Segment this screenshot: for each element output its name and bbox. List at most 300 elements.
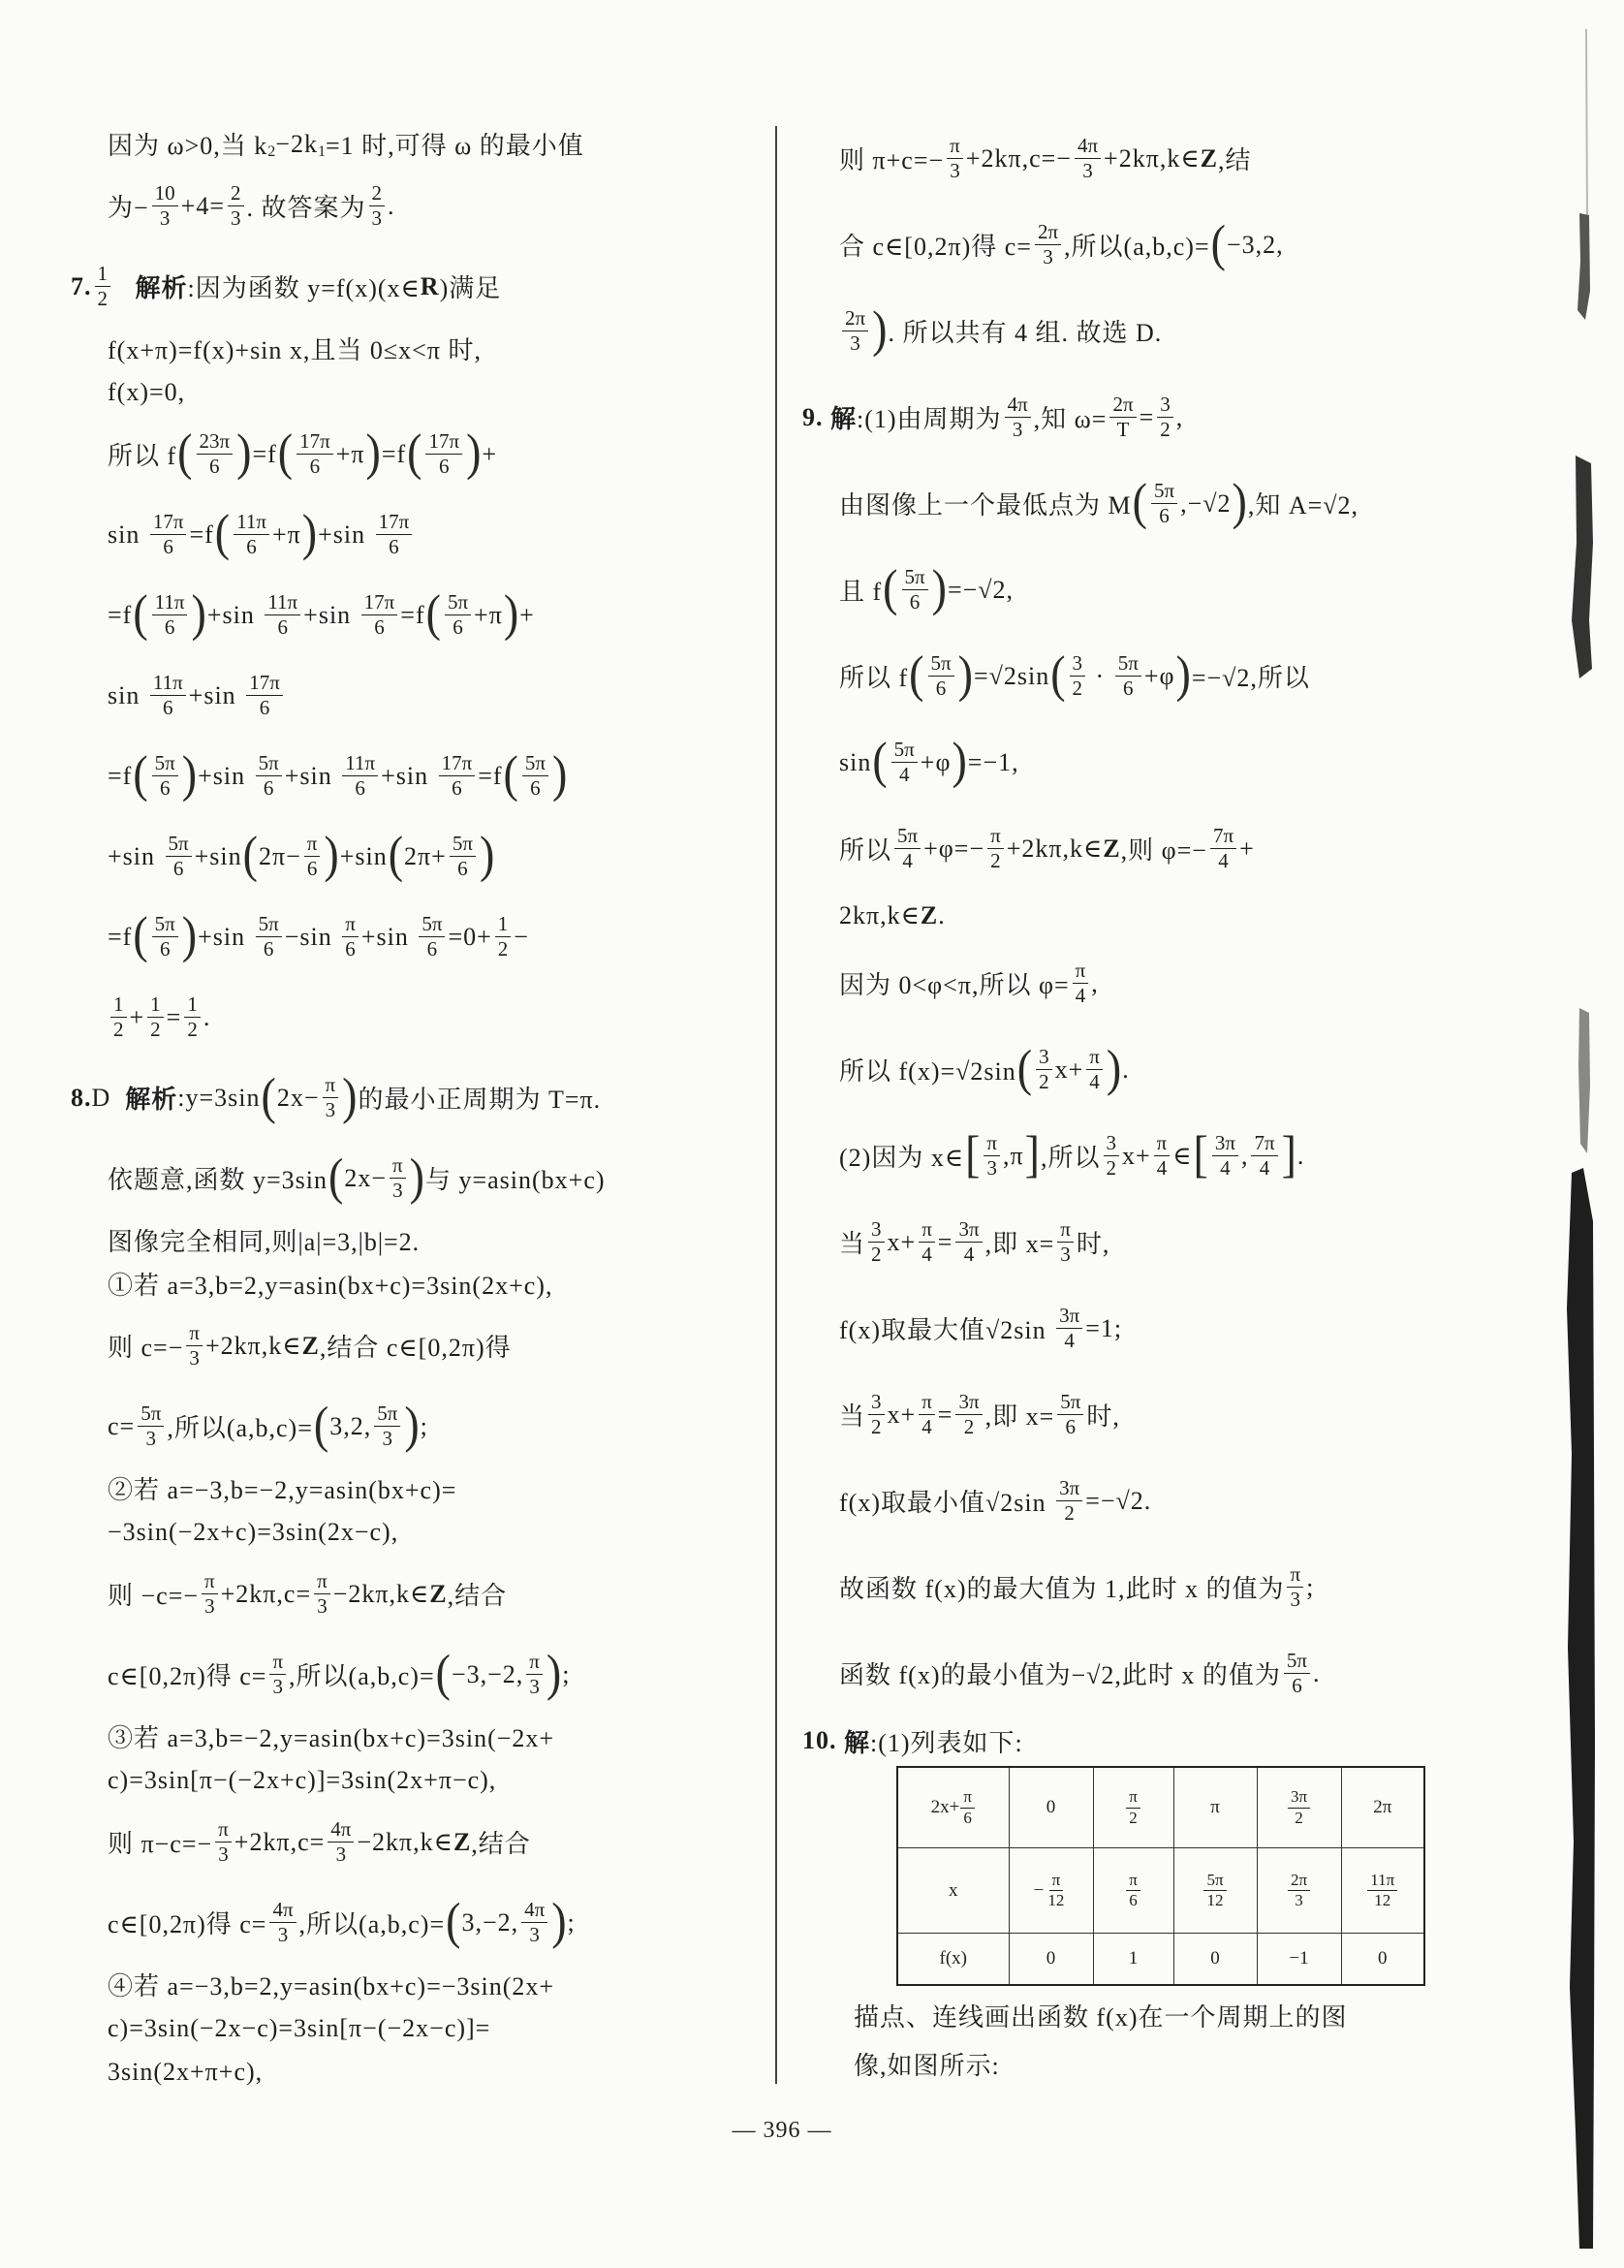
fraction [1288, 1872, 1310, 1910]
right-column-lines [802, 115, 1474, 1765]
text-run: =f [108, 761, 133, 790]
fraction-numerator: 1 [495, 913, 512, 937]
fraction-numerator: 4π [269, 1899, 296, 1923]
text-run: +sin [198, 922, 253, 951]
table-cell [897, 1848, 1009, 1934]
text-run: ①若 a=3,b=2,y=asin(bx+c)=3sin(2x+c), [108, 1272, 553, 1300]
text-run: +φ [1143, 661, 1175, 690]
text-run: 时, [1076, 1230, 1110, 1258]
text-run: ,所以 [1040, 1144, 1101, 1172]
fraction-numerator: 5π [445, 591, 471, 615]
fraction [1073, 960, 1089, 1006]
text-run: +π [474, 600, 503, 629]
fraction [197, 430, 234, 477]
fraction-numerator: 2 [369, 182, 386, 206]
text-line [108, 1963, 752, 2006]
large-bracket: ) [931, 558, 947, 616]
text-run: 所以 f(x)=√2sin [839, 1057, 1016, 1086]
fraction [1045, 1872, 1067, 1910]
fraction [928, 652, 954, 699]
text-run: 当 [839, 1402, 866, 1431]
fraction [202, 1570, 218, 1617]
fraction-denominator: 6 [1123, 677, 1134, 700]
fraction [138, 1402, 164, 1449]
fraction-denominator: 2 [990, 849, 1001, 872]
text-line [839, 115, 1474, 202]
fraction-denominator: 6 [259, 696, 270, 719]
fraction [314, 1570, 330, 1617]
text-line [108, 1554, 752, 1634]
fraction [1210, 825, 1236, 871]
text-run: +2kπ,c=− [965, 143, 1072, 173]
text-run: c∈[0,2π)得 c= [108, 1662, 267, 1690]
text-run: − [1033, 1879, 1045, 1901]
fraction [425, 430, 462, 477]
table-row [897, 1767, 1424, 1848]
text-run: = [1139, 402, 1155, 431]
large-bracket: ( [261, 1066, 276, 1124]
large-bracket: ( [177, 423, 193, 481]
text-run: =√2sin [973, 661, 1050, 690]
fraction-denominator: 4 [1156, 1156, 1168, 1180]
table-cell-content [1094, 1872, 1173, 1910]
fraction [152, 752, 178, 799]
text-run: ②若 a=−3,b=−2,y=asin(bx+c)= [108, 1476, 457, 1504]
fraction-numerator: 5π [1115, 652, 1141, 677]
text-run: 由图像上一个最低点为 M [839, 491, 1132, 520]
text-run: 描点、连线画出函数 f(x)在一个周期上的图 [854, 2002, 1348, 2032]
bold-text: 8. [71, 1083, 92, 1112]
fraction-numerator: 17π [297, 430, 333, 455]
bold-text: 解析 [135, 274, 188, 302]
text-run: +2kπ,k∈ [204, 1331, 302, 1360]
table-cell [1257, 1934, 1341, 1986]
table-cell-content [1010, 1948, 1093, 1969]
text-line [108, 1715, 752, 1758]
text-run: , [1240, 1141, 1249, 1170]
fraction [150, 511, 187, 557]
large-bracket: ( [1050, 645, 1066, 703]
text-line [108, 655, 752, 736]
text-run: +sin [303, 600, 359, 629]
text-line [108, 494, 752, 575]
large-bracket: [ [965, 1124, 981, 1182]
fraction-denominator: 6 [530, 776, 541, 800]
text-line [839, 805, 1474, 892]
fraction-numerator: π [1126, 1788, 1140, 1808]
fraction-denominator: 2 [963, 1415, 975, 1438]
fraction-numerator: 5π [138, 1402, 164, 1427]
table-cell [1009, 1934, 1093, 1986]
large-bracket: ) [551, 1891, 567, 1949]
large-bracket: ) [181, 905, 198, 963]
text-line [854, 1991, 1474, 2039]
text-run: 0 [1378, 1948, 1388, 1969]
text-run: =f [478, 761, 503, 790]
fraction [868, 1391, 885, 1437]
fraction [369, 182, 386, 229]
text-line [108, 897, 752, 977]
fraction-numerator: 2π [1109, 394, 1136, 418]
text-run: 则 −c=− [108, 1582, 200, 1610]
text-line [108, 327, 752, 370]
text-run: −sin [284, 922, 340, 951]
text-run: +2kπ,c= [220, 1579, 312, 1608]
text-line [839, 1630, 1474, 1717]
fraction-numerator: 11π [152, 591, 188, 615]
text-run: +2kπ,k∈ [1104, 143, 1201, 173]
large-bracket: ) [191, 583, 206, 642]
fraction-denominator: 6 [452, 776, 462, 800]
fraction-numerator: 17π [246, 672, 283, 696]
table-cell-content [1258, 1788, 1341, 1827]
fraction-denominator: 4 [1259, 1156, 1270, 1180]
fraction-denominator: 6 [209, 455, 220, 478]
large-bracket: ) [957, 645, 973, 703]
text-run: 为− [108, 194, 149, 222]
fraction [919, 1391, 935, 1437]
fraction-denominator: 6 [306, 857, 318, 880]
text-run: 因为 0<φ<π,所以 φ= [839, 971, 1070, 999]
text-line [71, 1057, 752, 1138]
fraction [1288, 1788, 1310, 1827]
text-run: :因为函数 y=f(x)(x∈ [187, 274, 421, 302]
text-run: = [166, 1002, 182, 1031]
left-column [71, 122, 752, 2094]
text-line [108, 1634, 752, 1715]
text-run: 0 [1210, 1948, 1220, 1969]
text-run: . [1296, 1141, 1305, 1170]
text-run: 依题意,函数 y=3sin [108, 1166, 328, 1194]
text-run: =−√2,所以 [1191, 664, 1310, 692]
large-bracket: ( [1210, 213, 1226, 271]
table-cell-content [898, 1880, 1009, 1902]
text-run: +sin [339, 841, 388, 870]
fraction-numerator: 5π [902, 566, 928, 590]
text-run: · [1088, 661, 1112, 690]
text-run: 则 π+c=− [839, 146, 945, 174]
fraction [842, 307, 868, 354]
fraction-denominator: 6 [457, 857, 468, 880]
fraction [95, 263, 111, 309]
table-cell-content [1258, 1948, 1341, 1969]
text-run: +π [335, 439, 365, 468]
fraction-denominator: 2 [1072, 677, 1083, 700]
fraction-denominator: 6 [159, 937, 171, 961]
text-run: . 所以共有 4 组. 故选 D. [888, 319, 1163, 347]
fraction-numerator: π [314, 1570, 330, 1594]
fraction-denominator: 2 [1295, 1808, 1303, 1827]
fraction [1367, 1872, 1397, 1910]
table-cell [1341, 1848, 1424, 1934]
bold-text: Z [453, 1827, 472, 1856]
fraction-denominator: 12 [1374, 1891, 1391, 1909]
text-run: ; [567, 1907, 576, 1937]
text-run: −2k [275, 129, 318, 158]
fraction [376, 511, 413, 557]
fraction-denominator: 3 [986, 1156, 997, 1180]
large-bracket: [ [1193, 1124, 1208, 1182]
fraction-numerator: π [947, 135, 963, 159]
fraction-denominator: 6 [163, 696, 173, 719]
fraction-denominator: 6 [909, 590, 921, 614]
large-bracket: ) [409, 1147, 424, 1205]
text-run: = [937, 1400, 953, 1429]
table-cell-content [1342, 1948, 1424, 1969]
fraction-denominator: 2 [113, 1018, 124, 1041]
fraction-numerator: 17π [439, 752, 476, 776]
fraction [186, 1322, 203, 1369]
table-cell-content [1258, 1872, 1341, 1910]
fraction-numerator: π [987, 825, 1004, 849]
fraction-numerator: 1 [147, 993, 164, 1018]
fraction-denominator: 4 [1220, 1156, 1231, 1180]
fraction [1126, 1872, 1140, 1910]
fraction [445, 591, 471, 638]
fraction [342, 913, 359, 960]
large-bracket: ) [479, 825, 495, 883]
fraction-numerator: π [202, 1570, 218, 1594]
text-run: ,结 [1217, 146, 1252, 174]
text-run [113, 272, 136, 301]
table-cell-content [1342, 1872, 1424, 1910]
text-run: =1; [1085, 1313, 1123, 1342]
text-run: 0 [1046, 1797, 1056, 1817]
large-bracket: ( [214, 503, 231, 561]
text-line [802, 1717, 1474, 1765]
text-line [839, 1371, 1474, 1458]
fraction-denominator: 4 [921, 1415, 932, 1438]
bold-text: 7. [71, 271, 92, 300]
fraction-numerator: 1 [95, 263, 111, 287]
text-line [839, 547, 1474, 633]
text-run: =1 时,可得 ω 的最小值 [325, 132, 584, 160]
text-line [839, 1544, 1474, 1630]
text-run: :(1)由周期为 [857, 405, 1002, 433]
fraction-denominator: 4 [1075, 984, 1086, 1007]
fraction-numerator: π [1287, 1563, 1303, 1588]
fraction-numerator: 17π [361, 591, 398, 615]
large-bracket: ( [883, 558, 898, 616]
fraction-denominator: 6 [263, 937, 274, 961]
table-cell [1257, 1767, 1341, 1848]
text-run: ③若 a=3,b=−2,y=asin(bx+c)=3sin(−2x+ [108, 1724, 555, 1752]
fraction [894, 825, 921, 871]
text-line [839, 1199, 1474, 1285]
table-cell [1173, 1934, 1257, 1986]
large-bracket: ] [1281, 1124, 1296, 1182]
fraction-numerator: 3 [1070, 652, 1086, 677]
fraction [1287, 1563, 1303, 1610]
fraction-denominator: 6 [389, 535, 399, 558]
fraction-denominator: 6 [935, 677, 947, 700]
text-run: +sin [198, 761, 253, 790]
text-line [108, 166, 752, 246]
fraction-numerator: π [984, 1132, 1000, 1156]
fraction-denominator: 6 [963, 1808, 972, 1827]
text-run: c∈[0,2π)得 c= [108, 1910, 267, 1938]
table-cell [1173, 1848, 1257, 1934]
fraction-denominator: 3 [189, 1346, 200, 1370]
fraction [1251, 1132, 1277, 1179]
text-run: ,即 x= [984, 1230, 1055, 1258]
text-run: + [1239, 834, 1255, 863]
text-run: =f [252, 439, 277, 468]
fraction-numerator: 3π [955, 1218, 982, 1243]
text-run: 所以 f [108, 442, 177, 470]
text-run: 与 y=asin(bx+c) [424, 1166, 606, 1194]
text-run: f(x)取最小值√2sin [839, 1489, 1054, 1517]
text-run: ; [1306, 1572, 1315, 1601]
text-run: . [1122, 1055, 1130, 1084]
fraction [152, 913, 178, 960]
fraction-numerator: π [186, 1322, 203, 1346]
fraction-numerator: π [390, 1154, 406, 1179]
large-bracket: ) [342, 1066, 358, 1124]
fraction-numerator: 7π [1210, 825, 1236, 849]
text-run: f(x+π)=f(x)+sin x,且当 0≤x<π 时, [108, 336, 482, 364]
fraction-numerator: π [269, 1651, 286, 1675]
fraction [1151, 480, 1177, 526]
text-run: . [388, 191, 395, 220]
fraction-numerator: 17π [425, 430, 462, 455]
fraction-numerator: 17π [376, 511, 413, 535]
fraction [955, 1391, 982, 1437]
fraction [297, 430, 333, 477]
text-line [108, 1262, 752, 1306]
text-run: 1 [1128, 1948, 1139, 1969]
fraction-denominator: 4 [898, 763, 910, 786]
table-cell [1173, 1767, 1257, 1848]
fraction-numerator: π [1049, 1872, 1064, 1891]
fraction-numerator: 3π [955, 1391, 982, 1415]
fraction-numerator: 5π [891, 739, 918, 763]
fraction [419, 913, 445, 960]
text-run: +sin [108, 841, 163, 870]
text-run: 3,2, [329, 1411, 372, 1440]
fraction-numerator: π [919, 1391, 935, 1415]
text-run: ; [420, 1411, 428, 1440]
fraction-denominator: 12 [1206, 1891, 1224, 1909]
fraction-denominator: T [1116, 418, 1130, 441]
fraction [984, 1132, 1000, 1179]
text-run: +2kπ,k∈ [1006, 834, 1104, 863]
text-run: . [203, 1002, 211, 1031]
fraction-denominator: 4 [1218, 849, 1229, 872]
bold-text: R [420, 271, 440, 300]
large-bracket: ) [1232, 472, 1247, 530]
text-line [108, 1306, 752, 1386]
fraction [495, 913, 512, 960]
text-line [108, 1466, 752, 1510]
text-run: ; [562, 1659, 571, 1688]
text-run: sin [108, 680, 147, 709]
large-bracket: ( [503, 744, 518, 803]
large-bracket: ) [236, 423, 252, 481]
text-run: 合 c∈[0,2π)得 c= [839, 233, 1032, 261]
table-cell-content [1342, 1797, 1424, 1818]
text-run: 因为 ω>0,当 k [108, 132, 268, 160]
text-run: , [1175, 402, 1184, 431]
fraction [361, 591, 398, 638]
fraction [1070, 652, 1086, 699]
text-run: 时, [1086, 1402, 1120, 1431]
fraction [256, 752, 282, 799]
text-line [108, 736, 752, 816]
fraction-denominator: 2 [1160, 418, 1171, 441]
bold-text: 解 [844, 1728, 871, 1757]
scan-edge-mark [1577, 213, 1590, 320]
fraction-denominator: 6 [439, 455, 450, 478]
bold-text: 10. [802, 1726, 837, 1754]
fraction-numerator: π [304, 833, 321, 857]
fraction-numerator: 10 [152, 182, 178, 206]
fraction-numerator: 3π [1288, 1788, 1310, 1808]
table-row [897, 1934, 1424, 1986]
text-run: =f [189, 520, 214, 549]
large-bracket: ) [466, 423, 482, 481]
table-cell-content [1010, 1872, 1093, 1910]
fraction-numerator: 23π [197, 430, 234, 455]
text-run: x+ [887, 1400, 917, 1429]
text-run: ,所以(a,b,c)= [298, 1910, 446, 1938]
fraction [1036, 1046, 1052, 1092]
text-run: x+ [1122, 1141, 1151, 1170]
fraction-denominator: 2 [871, 1415, 882, 1438]
bold-text: Z [429, 1579, 448, 1608]
text-run: x+ [1054, 1055, 1084, 1084]
text-line [802, 374, 1474, 460]
fraction [269, 1899, 296, 1945]
fraction-numerator: π [1086, 1046, 1103, 1070]
text-run: =0+ [448, 922, 492, 951]
text-run: f(x)=0, [108, 377, 186, 406]
text-line [839, 1285, 1474, 1371]
fraction-numerator: π [1154, 1132, 1171, 1156]
bold-text: Z [920, 901, 939, 929]
text-run: 当 [839, 1230, 866, 1258]
fraction [522, 752, 548, 799]
text-line [839, 633, 1474, 719]
fraction [390, 1154, 406, 1201]
text-run: +sin [206, 600, 263, 629]
fraction-numerator: π [1073, 960, 1089, 984]
table-body [897, 1767, 1424, 1985]
text-run [824, 403, 831, 432]
text-run: +sin [318, 520, 373, 549]
fraction-denominator: 3 [325, 1098, 336, 1121]
text-run: 所以 f [839, 664, 909, 692]
text-run: (2)因为 x∈ [839, 1144, 965, 1172]
text-run: c)=3sin(−2x−c)=3sin[π−(−2x−c)]= [108, 2013, 491, 2042]
fraction-denominator: 2 [871, 1243, 882, 1266]
fraction-denominator: 2 [150, 1018, 161, 1041]
fraction-numerator: 1 [184, 993, 201, 1018]
large-bracket: ) [1106, 1038, 1122, 1096]
text-run: sin [839, 747, 872, 776]
right-column [802, 115, 1474, 2088]
text-run: 函数 f(x)的最小值为−√2,此时 x 的值为 [839, 1661, 1281, 1689]
bold-text: 9. [802, 402, 824, 431]
text-run: =f [381, 439, 407, 468]
text-run: f(x) [939, 1948, 967, 1969]
text-run: −3,−2, [451, 1659, 524, 1688]
fraction-denominator: 6 [1129, 1891, 1138, 1909]
text-run: +2kπ,c= [234, 1827, 326, 1856]
fraction-numerator: 11π [265, 591, 300, 615]
fraction-denominator: 3 [218, 1843, 229, 1866]
fraction-numerator: 3 [1036, 1046, 1052, 1070]
